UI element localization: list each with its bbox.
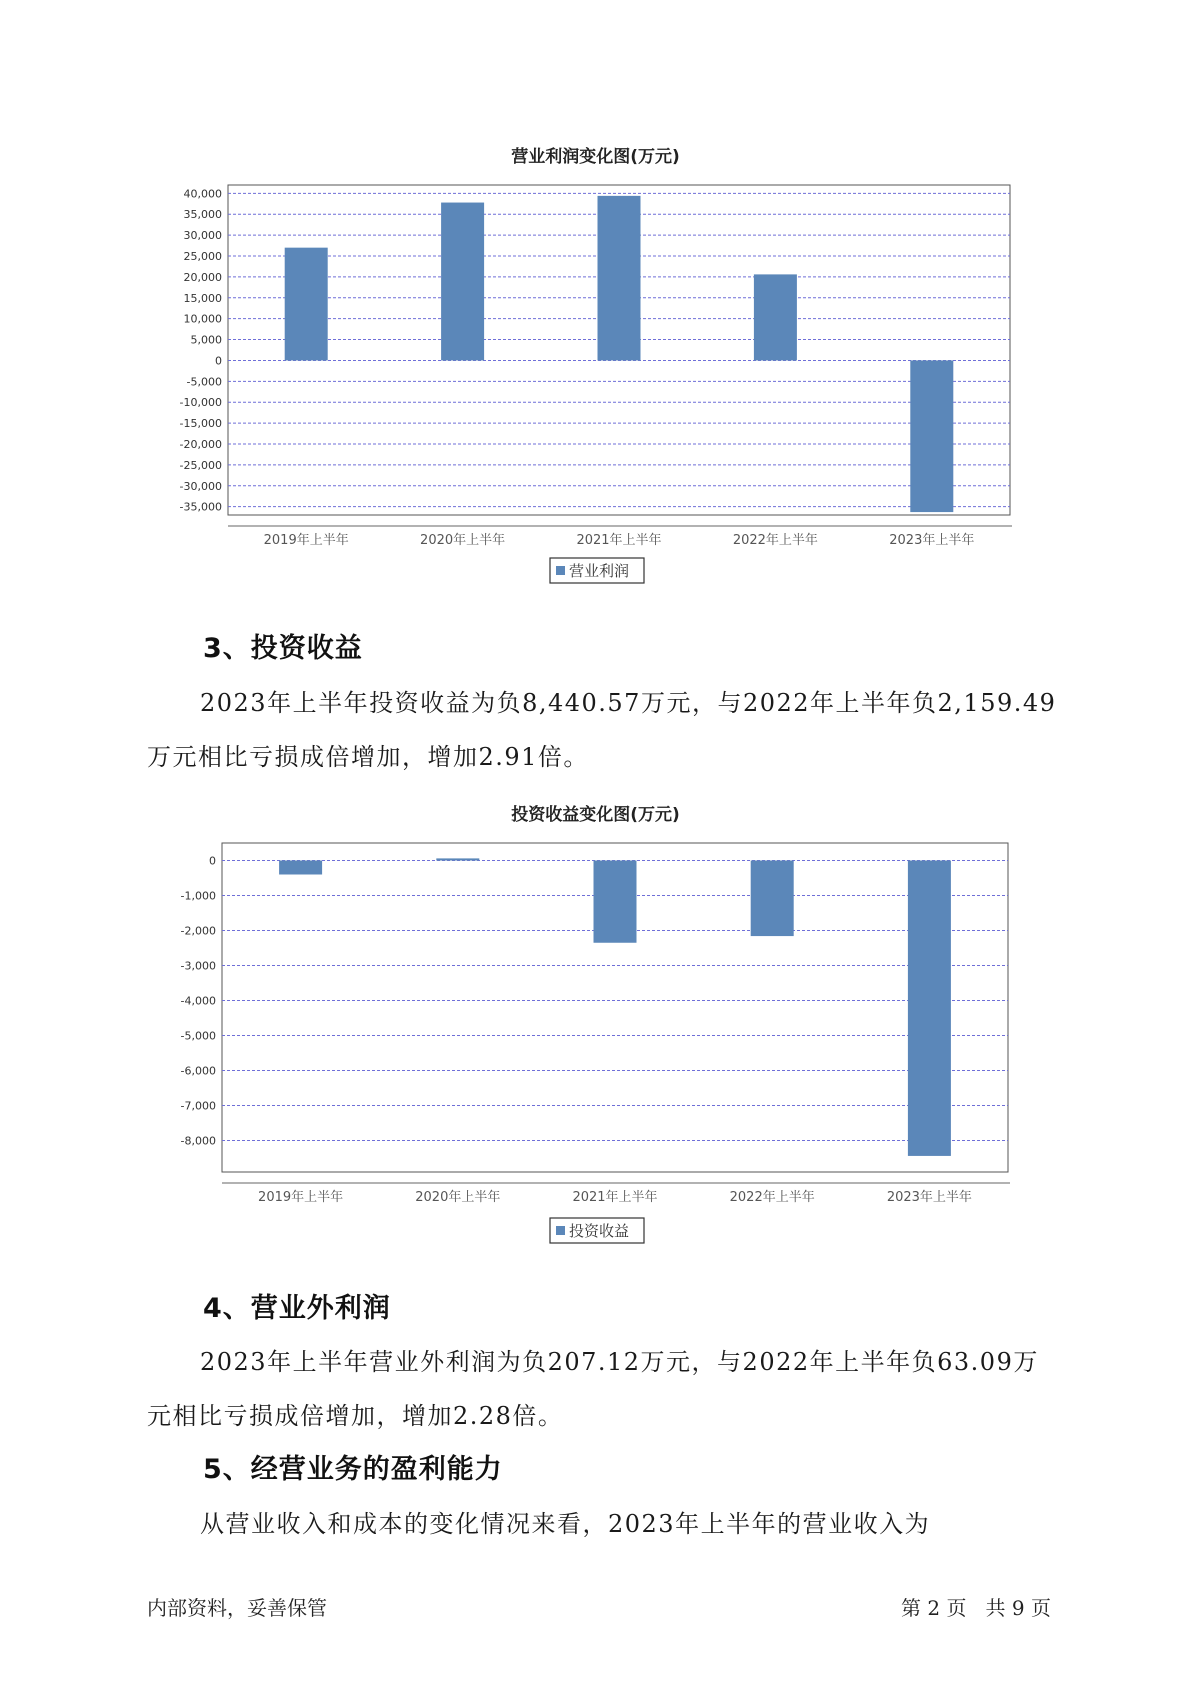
investment-chart-title: 投资收益变化图(万元): [511, 805, 680, 825]
profit-chart-title: 营业利润变化图(万元): [511, 147, 680, 167]
y-tick-label: 30,000: [183, 229, 222, 243]
y-tick-label: -7,000: [180, 1099, 216, 1113]
section-4-heading: 4、营业外利润: [203, 1293, 391, 1324]
legend-swatch: [556, 1226, 565, 1235]
x-tick-label: 2023年上半年: [886, 1190, 972, 1205]
y-tick-label: 40,000: [183, 187, 222, 201]
y-tick-label: -8,000: [180, 1134, 216, 1148]
y-tick-label: -3,000: [180, 959, 216, 973]
y-tick-label: -35,000: [179, 500, 222, 514]
bar-2023年上半年: [908, 861, 951, 1156]
x-tick-label: 2019年上半年: [263, 533, 349, 548]
legend-label: 营业利润: [569, 562, 630, 580]
footer-confidential-note: 内部资料，妥善保管: [147, 1596, 327, 1620]
y-tick-label: -2,000: [180, 924, 216, 938]
y-tick-label: -1,000: [180, 889, 216, 903]
y-tick-label: 15,000: [183, 291, 222, 305]
y-tick-label: -5,000: [180, 1029, 216, 1043]
y-tick-label: 20,000: [183, 270, 222, 284]
x-tick-label: 2019年上半年: [258, 1190, 344, 1205]
section-3-heading: 3、投资收益: [203, 633, 363, 664]
x-tick-label: 2020年上半年: [415, 1190, 501, 1205]
y-tick-label: -4,000: [180, 994, 216, 1008]
bar-2022年上半年: [751, 861, 794, 937]
legend-label: 投资收益: [569, 1222, 630, 1240]
section-5-line-1: 从营业收入和成本的变化情况来看，2023年上半年的营业收入为: [200, 1510, 931, 1538]
section-5-heading: 5、经营业务的盈利能力: [203, 1454, 503, 1485]
y-tick-label: 0: [215, 354, 222, 368]
y-tick-label: 10,000: [183, 312, 222, 326]
y-tick-label: 0: [209, 854, 216, 868]
bar-2020年上半年: [436, 858, 479, 860]
x-tick-label: 2023年上半年: [889, 533, 975, 548]
bar-2019年上半年: [279, 861, 322, 875]
section-5-paragraph: [147, 1497, 1077, 1551]
y-tick-label: -30,000: [179, 479, 222, 493]
section-3-line-1: 2023年上半年投资收益为负8,440.57万元，与2022年上半年负2,159.49: [200, 689, 1057, 717]
y-tick-label: -15,000: [179, 417, 222, 431]
y-tick-label: 35,000: [183, 208, 222, 222]
y-tick-label: 5,000: [190, 333, 222, 347]
y-tick-label: -6,000: [180, 1064, 216, 1078]
bar-2021年上半年: [594, 861, 637, 943]
x-tick-label: 2021年上半年: [576, 533, 662, 548]
section-3-line-2: 万元相比亏损成倍增加，增加2.91倍。: [147, 743, 589, 771]
y-tick-label: -5,000: [186, 375, 222, 389]
y-tick-label: 25,000: [183, 250, 222, 264]
section-4-line-2: 元相比亏损成倍增加，增加2.28倍。: [147, 1402, 564, 1430]
y-tick-label: -20,000: [179, 437, 222, 451]
x-tick-label: 2022年上半年: [729, 1190, 815, 1205]
section-4-line-1: 2023年上半年营业外利润为负207.12万元，与2022年上半年负63.09万: [200, 1348, 1039, 1376]
y-tick-label: -10,000: [179, 396, 222, 410]
x-tick-label: 2022年上半年: [732, 533, 818, 548]
section-4-paragraph: [147, 1335, 1077, 1443]
x-tick-label: 2021年上半年: [572, 1190, 658, 1205]
x-tick-label: 2020年上半年: [420, 533, 506, 548]
footer-page-number: 第 2 页 共 9 页: [901, 1596, 1051, 1620]
y-tick-label: -25,000: [179, 458, 222, 472]
